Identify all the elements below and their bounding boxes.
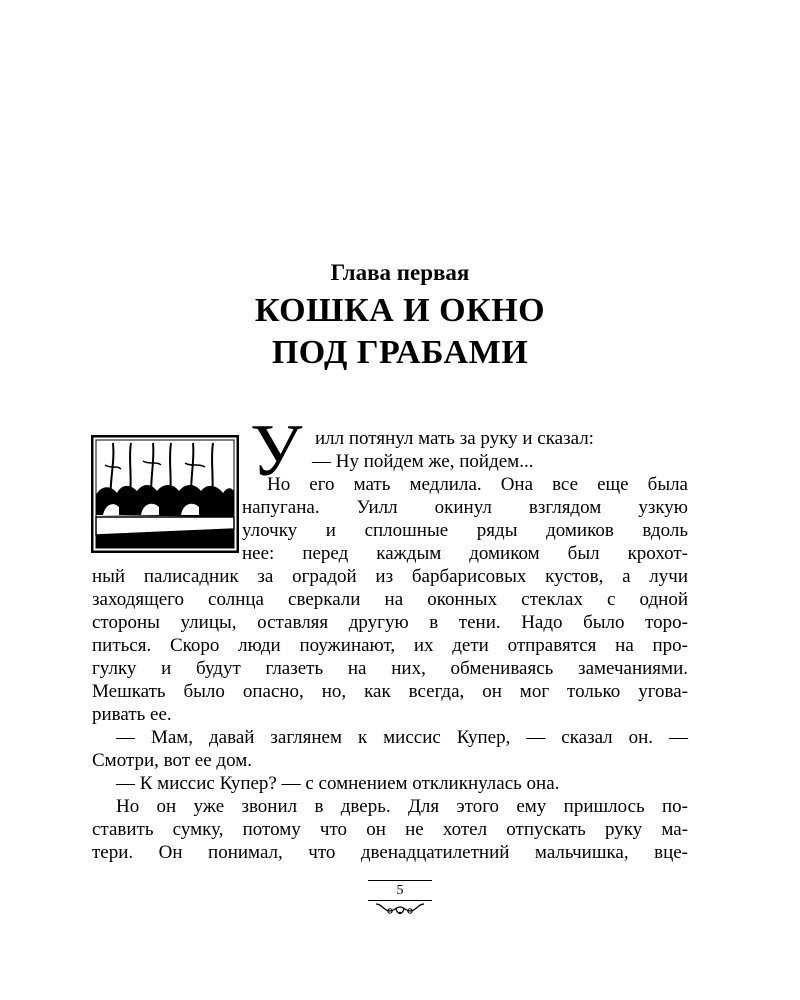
- text-line: — Мам, давай заглянем к миссис Купер, — сказал он. —: [116, 727, 688, 748]
- text-line: гулку и будут глазеть на них, обмениваясь замечаниями.: [92, 658, 688, 679]
- text-line: тери. Он понимал, что двенадцатилетний мальчишка, вце-: [92, 842, 688, 863]
- drop-cap: У: [250, 410, 303, 492]
- text-line: илл потянул мать за руку и сказал:: [315, 428, 594, 449]
- text-line: напугана. Уилл окинул взглядом узкую: [242, 497, 688, 518]
- page-number: 5: [396, 883, 404, 898]
- text-line: ный палисадник за оградой из барбарисовых кустов, а лучи: [92, 566, 688, 587]
- chapter-title-line-2: ПОД ГРАБАМИ: [271, 334, 529, 371]
- text-line: ривать ее.: [92, 704, 172, 725]
- ornament-flourish-icon: [374, 901, 426, 917]
- text-line: — Ну пойдем же, пойдем...: [312, 451, 534, 472]
- body-text: [92, 427, 688, 864]
- chapter-title-line-1: КОШКА И ОКНО: [254, 292, 546, 329]
- text-line: Но его мать медлила. Она все еще была: [267, 474, 688, 495]
- text-line: Но он уже звонил в дверь. Для этого ему пришлось по-: [116, 796, 688, 817]
- text-line: заходящего солнца сверкали на оконных стеклах с одной: [92, 589, 688, 610]
- text-line: стороны улицы, оставляя другую в тени. Надо было торо-: [92, 612, 688, 633]
- text-line: улочку и сплошные ряды домиков вдоль: [242, 520, 688, 541]
- text-line: ставить сумку, потому что он не хотел отпускать руку ма-: [92, 819, 688, 840]
- page-folio: [360, 880, 440, 920]
- text-line: нее: перед каждым домиком был крохот-: [242, 543, 688, 564]
- chapter-label: Глава первая: [330, 260, 470, 285]
- text-line: Мешкать было опасно, но, как всегда, он мог только угова-: [92, 681, 688, 702]
- text-line: Смотри, вот ее дом.: [92, 750, 252, 771]
- text-line: — К миссис Купер? — с сомнением откликнулась она.: [116, 773, 560, 794]
- folio-rule-top: [368, 880, 432, 881]
- chapter-title: [0, 290, 800, 374]
- text-line: питься. Скоро люди поужинают, их дети отправятся на про-: [92, 635, 688, 656]
